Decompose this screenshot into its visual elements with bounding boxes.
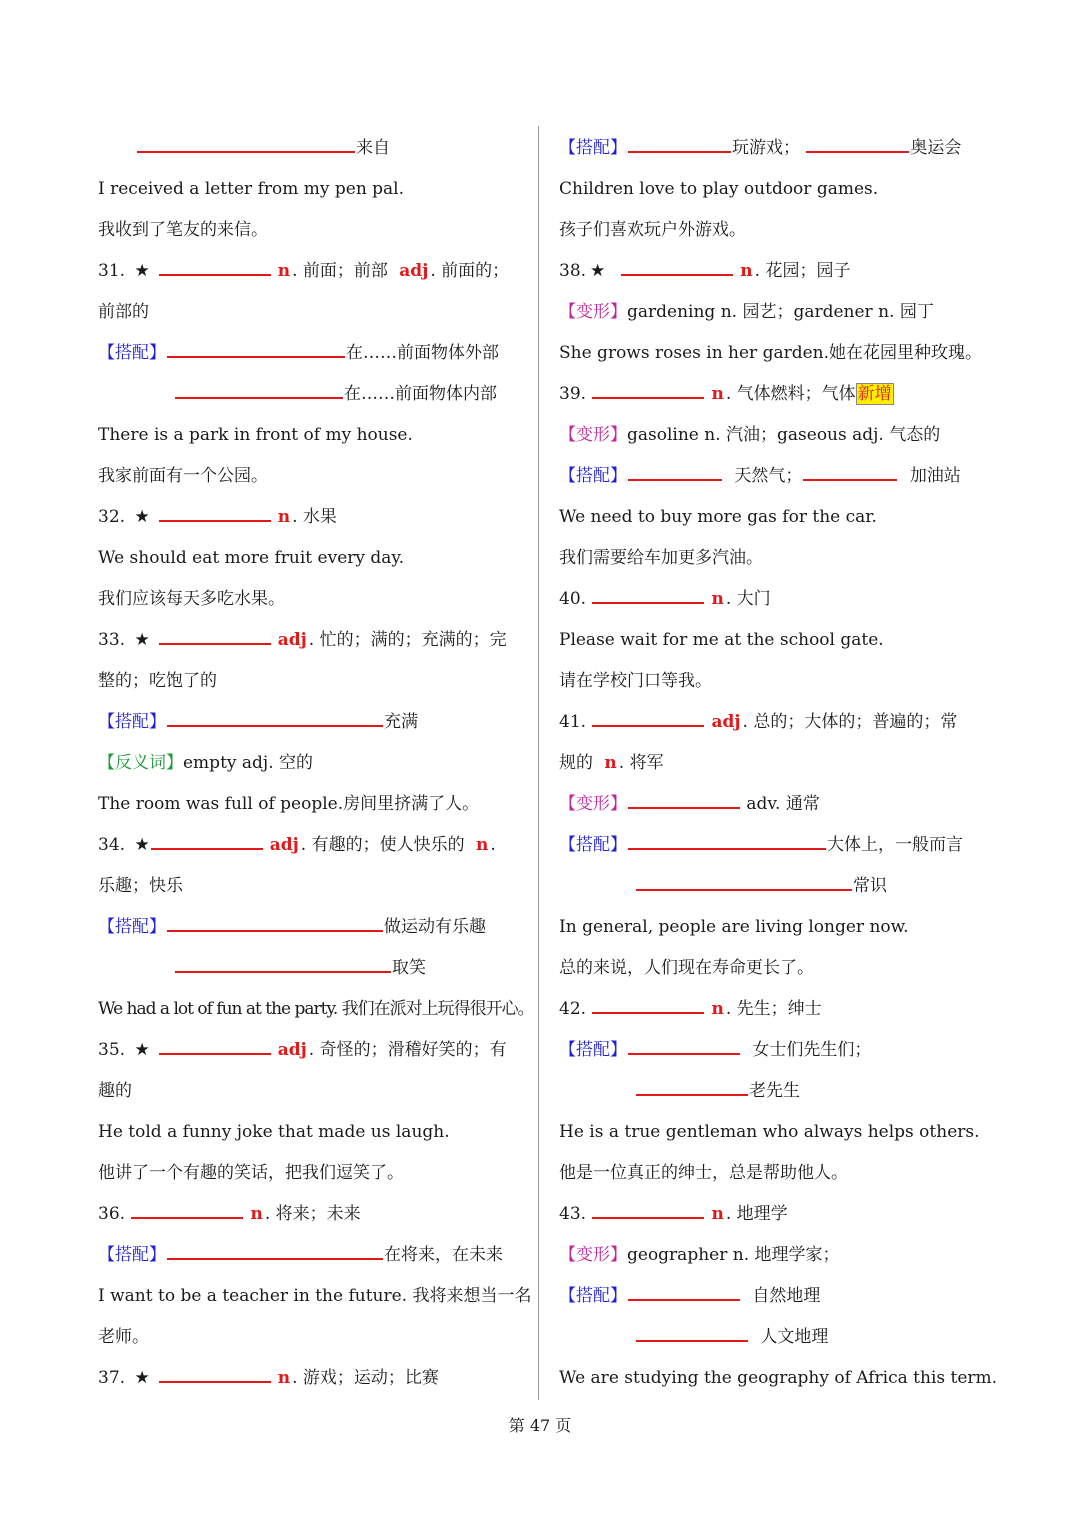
entry-43-collocation: 【搭配】 自然地理: [559, 1276, 989, 1317]
entry-41-collocation-2: 常识: [559, 866, 989, 907]
example-en: We should eat more fruit every day.: [98, 548, 405, 568]
example-en: We are studying the geography of Africa this term.: [559, 1368, 998, 1388]
entry-42-collocation: 【搭配】 女士们先生们；: [559, 1030, 989, 1071]
answer-blank[interactable]: [175, 954, 391, 973]
example-zh: 他讲了一个有趣的笑话，把我们逗笑了。: [98, 1163, 404, 1183]
example-bilingual-cont: 老师。: [98, 1327, 149, 1347]
star-icon: ★: [134, 261, 150, 281]
entry-31: 31. ★ n . 前面；前部 adj . 前面的；: [98, 251, 528, 292]
example-bilingual: We had a lot of fun at the party. 我们在派对上玩得很开心。: [98, 999, 534, 1019]
example-zh: 我收到了笔友的来信。: [98, 220, 268, 240]
example-bilingual: I want to be a teacher in the future. 我将来想当一名: [98, 1286, 532, 1306]
example-en: He is a true gentleman who always helps others.: [559, 1122, 980, 1142]
collocation-line: 来自: [98, 128, 528, 169]
entry-31-def-cont: 前部的: [98, 302, 149, 322]
right-column: [559, 128, 998, 1399]
star-icon: ★: [134, 1040, 150, 1060]
entry-33-antonym: 【反义词】empty adj. 空的: [98, 753, 313, 773]
example-zh: 总的来说，人们现在寿命更长了。: [559, 958, 814, 978]
page-number: 47: [529, 1416, 551, 1435]
column-divider: [538, 126, 539, 1400]
star-icon: ★: [134, 507, 150, 527]
answer-blank[interactable]: [159, 503, 271, 522]
example-en: He told a funny joke that made us laugh.: [98, 1122, 450, 1142]
answer-blank[interactable]: [592, 585, 704, 604]
example-zh: 他是一位真正的绅士，总是帮助他人。: [559, 1163, 848, 1183]
answer-blank[interactable]: [167, 1241, 383, 1260]
example-zh: 孩子们喜欢玩户外游戏。: [559, 220, 746, 240]
entry-35-def-cont: 趣的: [98, 1081, 132, 1101]
answer-blank[interactable]: [636, 872, 852, 891]
example-en: There is a park in front of my house.: [98, 425, 413, 445]
answer-blank[interactable]: [636, 1077, 748, 1096]
entry-38: 38. ★ n . 花园；园子: [559, 251, 989, 292]
answer-blank[interactable]: [628, 831, 826, 850]
answer-blank[interactable]: [159, 1036, 271, 1055]
entry-43: 43. n . 地理学: [559, 1194, 989, 1235]
example-zh: 请在学校门口等我。: [559, 671, 712, 691]
new-badge: 新增: [857, 384, 892, 404]
example-bilingual: The room was full of people.房间里挤满了人。: [98, 794, 480, 814]
answer-blank[interactable]: [175, 380, 343, 399]
example-en: Children love to play outdoor games.: [559, 179, 879, 199]
answer-blank[interactable]: [592, 1200, 704, 1219]
entry-33-collocation: 【搭配】 充满: [98, 702, 528, 743]
example-en: I received a letter from my pen pal.: [98, 179, 405, 199]
entry-33-def-cont: 整的；吃饱了的: [98, 671, 217, 691]
answer-blank[interactable]: [628, 134, 731, 153]
answer-blank[interactable]: [628, 790, 740, 809]
answer-blank[interactable]: [131, 1200, 243, 1219]
answer-blank[interactable]: [628, 462, 722, 481]
entry-42: 42. n . 先生；绅士: [559, 989, 989, 1030]
entry-39: 39. n . 气体燃料；气体 新增: [559, 374, 989, 415]
example-en: Please wait for me at the school gate.: [559, 630, 884, 650]
entry-41: 41. adj . 总的；大体的；普遍的；常: [559, 702, 989, 743]
entry-32: 32. ★ n . 水果: [98, 497, 528, 538]
answer-blank[interactable]: [159, 626, 271, 645]
left-column: [98, 128, 534, 1399]
entry-43-variants: 【变形】geographer n. 地理学家；: [559, 1245, 840, 1265]
answer-blank[interactable]: [159, 1364, 271, 1383]
example-bilingual: She grows roses in her garden.她在花园里种玫瑰。: [559, 343, 983, 363]
entry-36: 36. n . 将来；未来: [98, 1194, 528, 1235]
entry-37: 37. ★ n . 游戏；运动；比赛: [98, 1358, 528, 1399]
example-zh: 我家前面有一个公园。: [98, 466, 268, 486]
star-icon: ★: [134, 630, 150, 650]
answer-blank[interactable]: [621, 257, 733, 276]
entry-35: 35. ★ adj . 奇怪的；滑稽好笑的；有: [98, 1030, 528, 1071]
example-zh: 我们需要给车加更多汽油。: [559, 548, 763, 568]
answer-blank[interactable]: [806, 134, 909, 153]
entry-41-collocation: 【搭配】 大体上，一般而言: [559, 825, 989, 866]
entry-34-collocation-2: 取笑: [98, 948, 528, 989]
answer-blank[interactable]: [159, 257, 271, 276]
entry-34-collocation: 【搭配】 做运动有乐趣: [98, 907, 528, 948]
answer-blank[interactable]: [592, 995, 704, 1014]
answer-blank[interactable]: [167, 913, 383, 932]
star-icon: ★: [134, 835, 150, 855]
entry-38-variants: 【变形】gardening n. 园艺；gardener n. 园丁: [559, 302, 934, 322]
entry-41-variants: 【变形】 adv. 通常: [559, 784, 989, 825]
entry-34-def-cont: 乐趣；快乐: [98, 876, 183, 896]
entry-39-collocation: 【搭配】 天然气； 加油站: [559, 456, 989, 497]
answer-blank[interactable]: [167, 339, 345, 358]
entry-43-collocation-2: 人文地理: [559, 1317, 989, 1358]
entry-42-collocation-2: 老先生: [559, 1071, 989, 1112]
entry-37-collocation: 【搭配】 玩游戏； 奥运会: [559, 128, 989, 169]
answer-blank[interactable]: [151, 831, 263, 850]
entry-31-collocation-2: 在……前面物体内部: [98, 374, 528, 415]
entry-34: 34. ★ adj . 有趣的；使人快乐的 n .: [98, 825, 528, 866]
entry-33: 33. ★ adj . 忙的；满的；充满的；完: [98, 620, 528, 661]
answer-blank[interactable]: [628, 1282, 740, 1301]
example-en: We need to buy more gas for the car.: [559, 507, 877, 527]
answer-blank[interactable]: [803, 462, 897, 481]
answer-blank[interactable]: [628, 1036, 740, 1055]
answer-blank[interactable]: [592, 380, 704, 399]
page-footer: 第 47 页: [508, 1416, 572, 1435]
star-icon: ★: [134, 1368, 150, 1388]
answer-blank[interactable]: [636, 1323, 748, 1342]
entry-40: 40. n . 大门: [559, 579, 989, 620]
answer-blank[interactable]: [137, 134, 355, 153]
entry-36-collocation: 【搭配】 在将来，在未来: [98, 1235, 528, 1276]
example-zh: 我们应该每天多吃水果。: [98, 589, 285, 609]
star-icon: ★: [590, 261, 606, 281]
example-en: In general, people are living longer now.: [559, 917, 909, 937]
entry-39-variants: 【变形】gasoline n. 汽油；gaseous adj. 气态的: [559, 425, 941, 445]
entry-31-collocation: 【搭配】 在……前面物体外部: [98, 333, 528, 374]
answer-blank[interactable]: [167, 708, 383, 727]
answer-blank[interactable]: [592, 708, 704, 727]
entry-41-def-cont: 规的 n . 将军: [559, 753, 664, 773]
